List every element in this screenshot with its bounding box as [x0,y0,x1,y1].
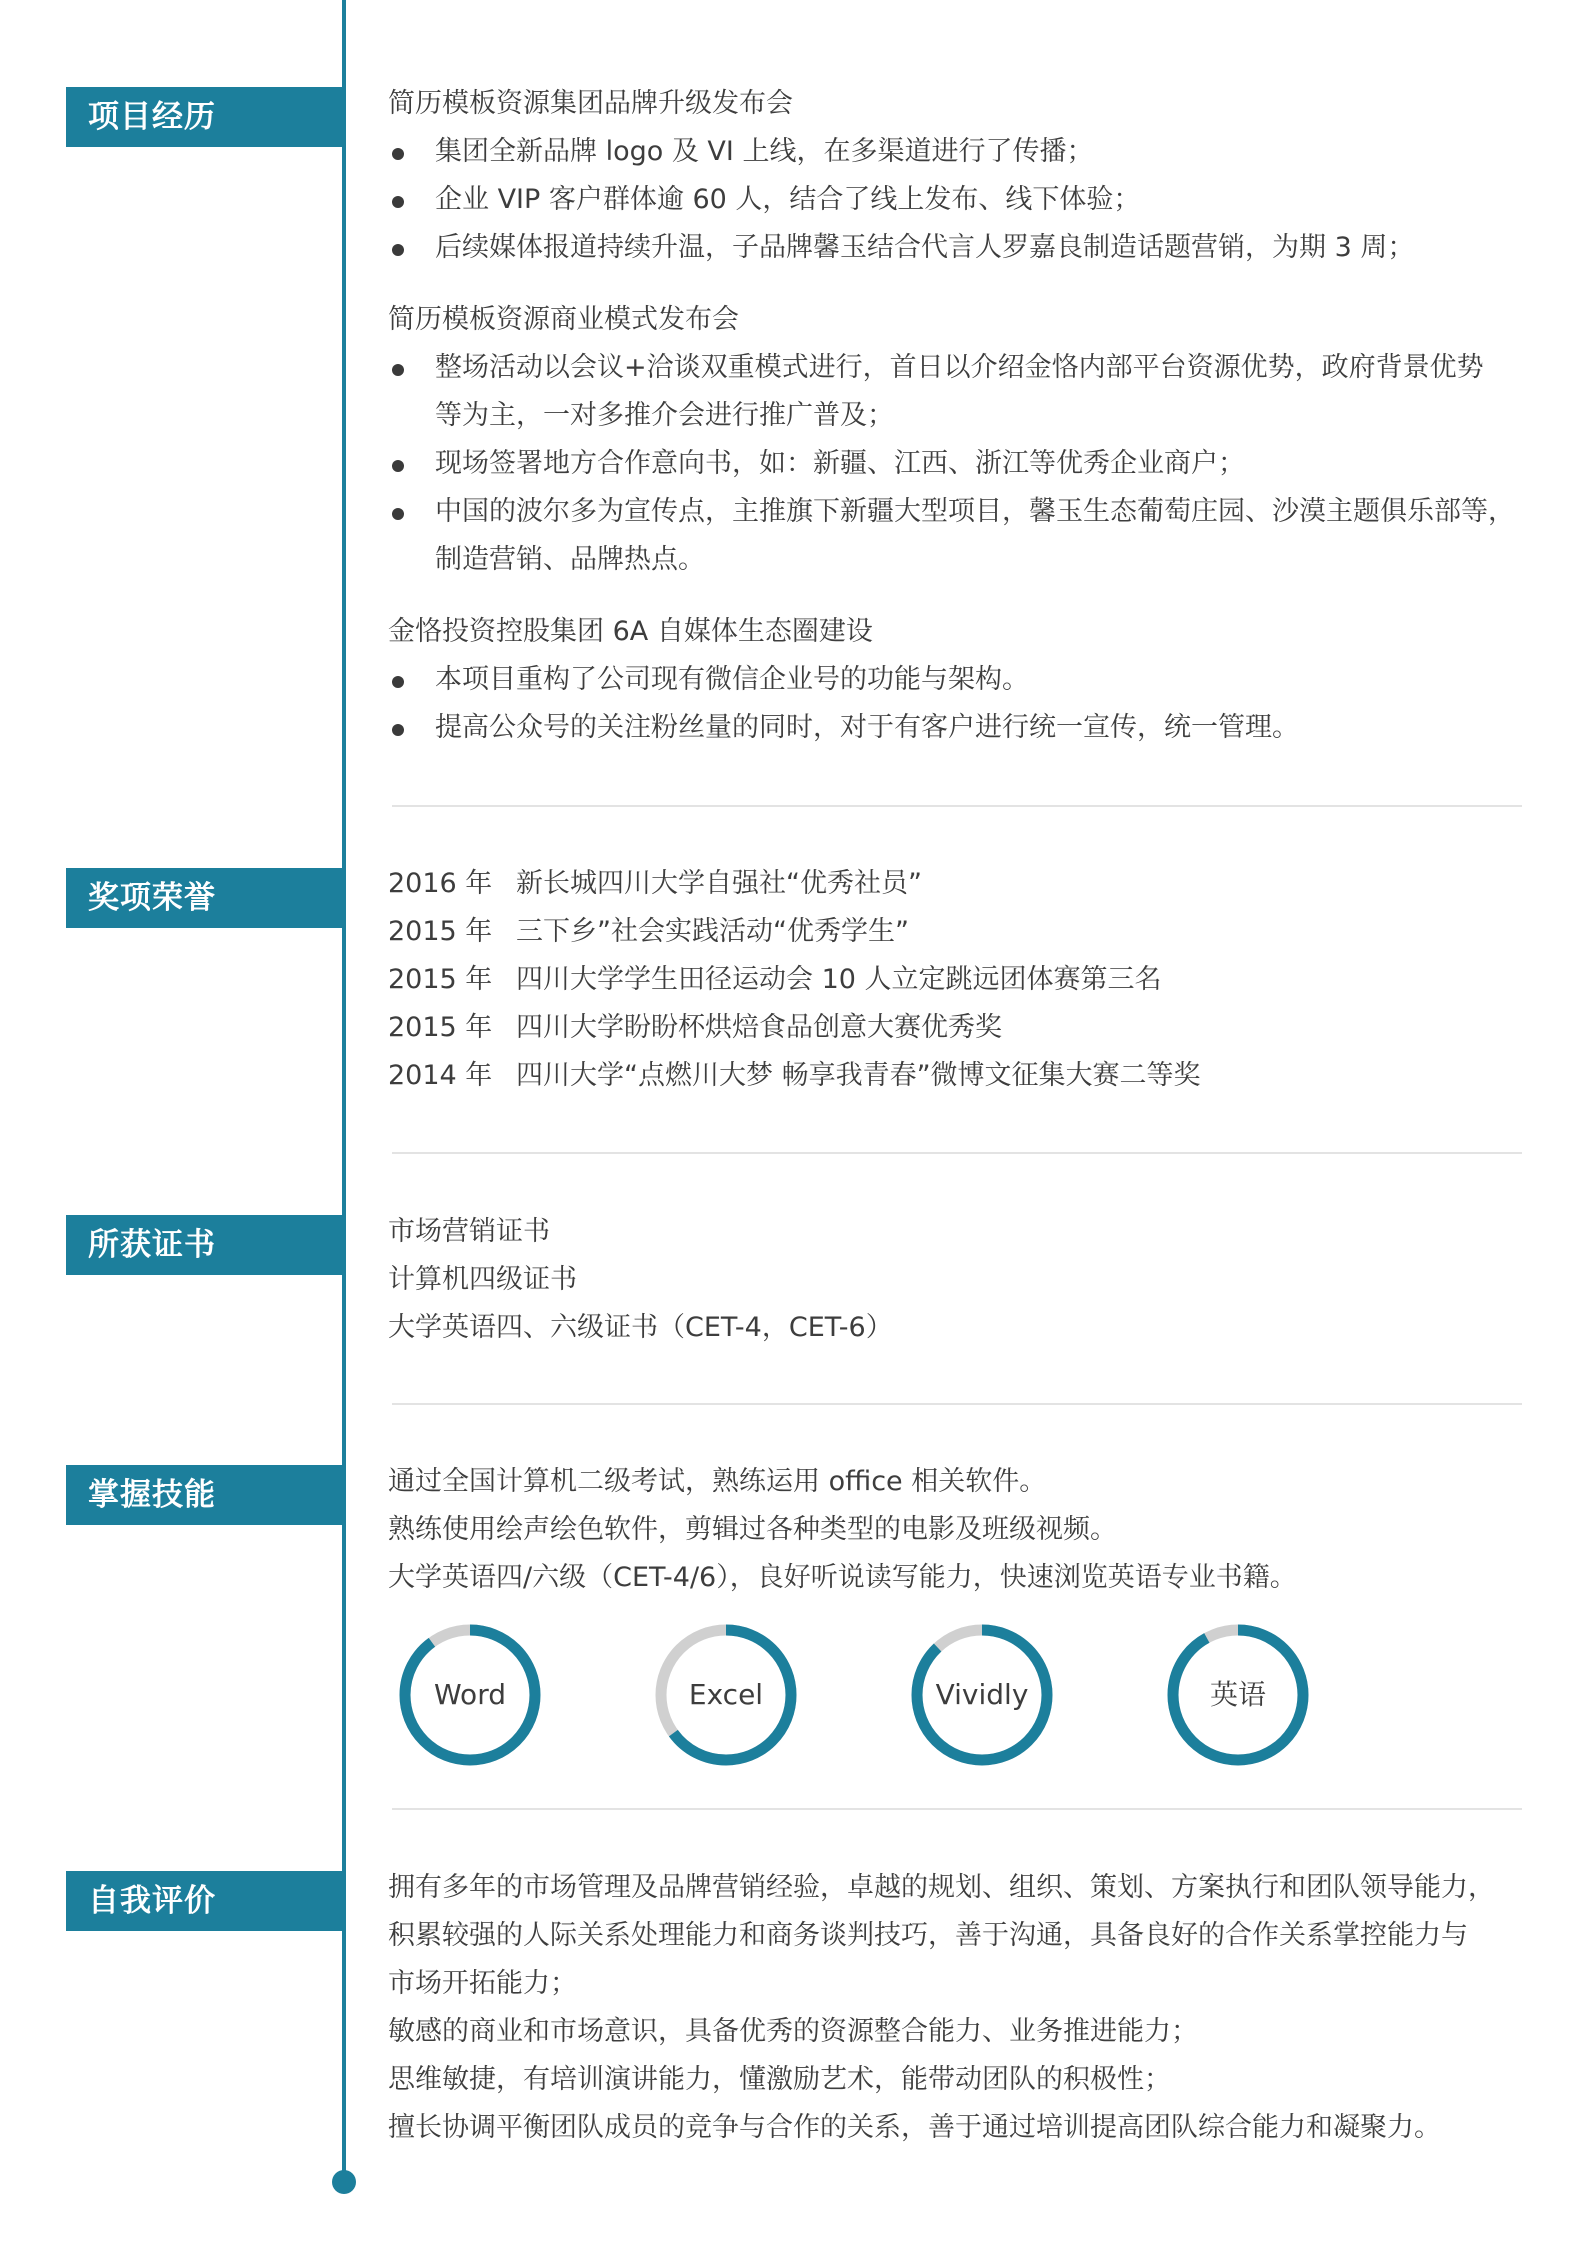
bullet-item: 后续媒体报道持续升温，子品牌馨玉结合代言人罗嘉良制造话题营销，为期 3 周； [388,224,1528,272]
project-bullets [388,656,1528,752]
bullet-item: 集团全新品牌 logo 及 VI 上线，在多渠道进行了传播； [388,128,1528,176]
skill-ring [651,1620,801,1770]
section-title-skills: 掌握技能 [66,1465,346,1525]
bullet-item: 整场活动以会议+洽谈双重模式进行，首日以介绍金恪内部平台资源优势，政府背景优势 等为主，一对多推介会进行推广普及； [388,344,1528,440]
bullet-item: 中国的波尔多为宣传点，主推旗下新疆大型项目，馨玉生态葡萄庄园、沙漠主题俱乐部等， 制造营销、品牌热点。 [388,488,1528,584]
award-text: 三下乡”社会实践活动“优秀学生” [516,916,909,947]
bullet-item: 现场签署地方合作意向书，如：新疆、江西、浙江等优秀企业商户； [388,440,1528,488]
award-text: 四川大学盼盼杯烘焙食品创意大赛优秀奖 [516,1012,1002,1043]
bullet-item: 提高公众号的关注粉丝量的同时，对于有客户进行统一宣传，统一管理。 [388,704,1528,752]
award-year: 2015 年 [388,916,493,947]
award-item [388,1004,1528,1052]
project-group [388,608,1528,752]
section-title-self-evaluation: 自我评价 [66,1871,346,1931]
bullet-dot [392,676,404,688]
bullet-dot [392,196,404,208]
skill-line: 通过全国计算机二级考试，熟练运用 office 相关软件。 [388,1466,1047,1497]
skill-ring [395,1620,545,1770]
skill-ring-label: Excel [688,1678,764,1711]
timeline-end-dot [332,2170,356,2194]
project-bullets [388,344,1528,584]
bullet-dot [392,244,404,256]
award-item [388,1052,1528,1100]
self-evaluation-line: 敏感的商业和市场意识，具备优秀的资源整合能力、业务推进能力； [388,2016,1198,2047]
section-divider [392,1152,1522,1154]
project-heading: 简历模板资源集团品牌升级发布会 [388,88,793,119]
bullet-dot [392,364,404,376]
bullet-dot [392,724,404,736]
certificate-item: 计算机四级证书 [388,1264,577,1295]
self-evaluation-body [388,1864,1528,2152]
project-group [388,80,1528,272]
timeline-line [342,0,346,2180]
bullet-dot [392,148,404,160]
award-year: 2015 年 [388,1012,493,1043]
section-title-awards: 奖项荣誉 [66,868,346,928]
bullet-item: 本项目重构了公司现有微信企业号的功能与架构。 [388,656,1528,704]
section-title-projects: 项目经历 [66,87,346,147]
award-year: 2016 年 [388,868,493,899]
skill-line: 熟练使用绘声绘色软件，剪辑过各种类型的电影及班级视频。 [388,1514,1117,1545]
section-title-certificates: 所获证书 [66,1215,346,1275]
skill-ring [907,1620,1057,1770]
bullet-dot [392,508,404,520]
skill-line: 大学英语四/六级（CET-4/6），良好听说读写能力，快速浏览英语专业书籍。 [388,1562,1297,1593]
skills-body [388,1458,1528,1602]
bullet-item: 企业 VIP 客户群体逾 60 人，结合了线上发布、线下体验； [388,176,1528,224]
skill-ring-label: 英语 [1209,1678,1266,1711]
skill-ring-label: Vividly [935,1678,1029,1711]
skill-rings [395,1620,1395,1770]
project-heading: 金恪投资控股集团 6A 自媒体生态圈建设 [388,616,873,647]
project-heading: 简历模板资源商业模式发布会 [388,304,739,335]
award-item [388,908,1528,956]
award-item [388,860,1528,908]
section-divider [392,1403,1522,1405]
certificate-item: 大学英语四、六级证书（CET-4，CET-6） [388,1312,893,1343]
section-divider [392,805,1522,807]
project-group [388,296,1528,584]
skill-ring-label: Word [434,1678,506,1711]
award-item [388,956,1528,1004]
section-divider [392,1808,1522,1810]
certificates-body [388,1208,1528,1352]
award-year: 2014 年 [388,1060,493,1091]
self-evaluation-line: 市场开拓能力； [388,1968,577,1999]
award-text: 新长城四川大学自强社“优秀社员” [516,868,922,899]
award-text: 四川大学学生田径运动会 10 人立定跳远团体赛第三名 [516,964,1162,995]
award-text: 四川大学“点燃川大梦 畅享我青春”微博文征集大赛二等奖 [516,1060,1201,1091]
self-evaluation-line: 拥有多年的市场管理及品牌营销经验，卓越的规划、组织、策划、方案执行和团队领导能力， [388,1872,1495,1903]
skill-ring [1163,1620,1313,1770]
self-evaluation-line: 擅长协调平衡团队成员的竞争与合作的关系，善于通过培训提高团队综合能力和凝聚力。 [388,2112,1441,2143]
awards-body [388,860,1528,1100]
certificate-item: 市场营销证书 [388,1216,550,1247]
bullet-dot [392,460,404,472]
award-year: 2015 年 [388,964,493,995]
self-evaluation-line: 积累较强的人际关系处理能力和商务谈判技巧，善于沟通，具备良好的合作关系掌控能力与 [388,1920,1468,1951]
self-evaluation-line: 思维敏捷，有培训演讲能力，懂激励艺术，能带动团队的积极性； [388,2064,1171,2095]
projects-body [388,80,1528,752]
project-bullets [388,128,1528,272]
